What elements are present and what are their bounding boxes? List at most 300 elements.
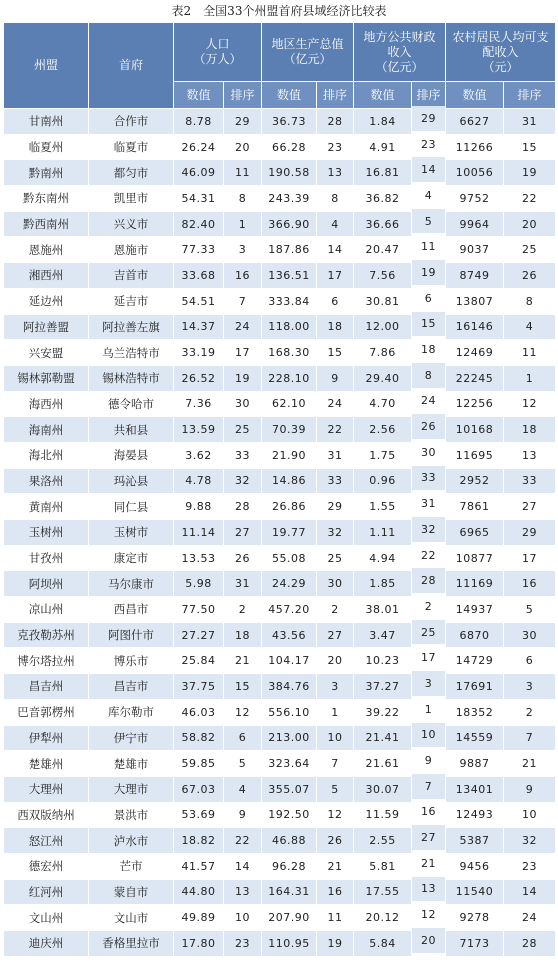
gdp-rank-cell: 23 (317, 134, 354, 160)
population-rank-cell: 31 (224, 571, 262, 597)
prefecture-cell: 博尔塔拉州 (4, 648, 89, 674)
gdp-value-cell: 118.00 (262, 314, 317, 340)
population-rank-cell: 24 (224, 314, 262, 340)
header-income-rank: 排序 (504, 82, 556, 109)
fiscal-value-cell: 5.81 (354, 853, 412, 879)
income-value-cell: 7173 (446, 931, 504, 957)
population-value-cell: 59.85 (174, 751, 224, 777)
table-row (4, 905, 556, 931)
prefecture-cell: 黔南州 (4, 160, 89, 186)
prefecture-cell: 海南州 (4, 417, 89, 443)
gdp-value-cell: 26.86 (262, 494, 317, 520)
prefecture-cell: 迪庆州 (4, 931, 89, 957)
fiscal-rank-cell: 31 (412, 491, 446, 517)
population-value-cell: 9.88 (174, 494, 224, 520)
gdp-rank-cell: 25 (317, 545, 354, 571)
header-gdp-unit: （亿元） (283, 52, 332, 66)
fiscal-rank-cell: 3 (412, 671, 446, 697)
income-rank-cell: 12 (504, 391, 556, 417)
fiscal-value-cell: 30.81 (354, 288, 412, 314)
population-rank-cell: 9 (224, 802, 262, 828)
capital-cell: 同仁县 (89, 494, 174, 520)
capital-cell: 合作市 (89, 109, 174, 135)
capital-cell: 共和县 (89, 417, 174, 443)
fiscal-value-cell: 20.12 (354, 905, 412, 931)
prefecture-cell: 果洛州 (4, 468, 89, 494)
income-value-cell: 2952 (446, 468, 504, 494)
gdp-value-cell: 136.51 (262, 263, 317, 289)
gdp-rank-cell: 33 (317, 468, 354, 494)
fiscal-rank-cell: 26 (412, 414, 446, 440)
gdp-value-cell: 21.90 (262, 442, 317, 468)
fiscal-value-cell: 36.82 (354, 186, 412, 212)
income-value-cell: 11266 (446, 134, 504, 160)
fiscal-value-cell: 1.75 (354, 442, 412, 468)
income-value-cell: 13807 (446, 288, 504, 314)
gdp-rank-cell: 26 (317, 828, 354, 854)
capital-cell: 芒市 (89, 853, 174, 879)
table-row (4, 365, 556, 391)
population-value-cell: 41.57 (174, 853, 224, 879)
gdp-value-cell: 62.10 (262, 391, 317, 417)
gdp-value-cell: 457.20 (262, 597, 317, 623)
gdp-rank-cell: 20 (317, 648, 354, 674)
population-value-cell: 53.69 (174, 802, 224, 828)
gdp-rank-cell: 14 (317, 237, 354, 263)
fiscal-rank-cell: 14 (412, 157, 446, 183)
capital-cell: 玛沁县 (89, 468, 174, 494)
population-value-cell: 14.37 (174, 314, 224, 340)
table-row (4, 545, 556, 571)
fiscal-rank-cell: 7 (412, 773, 446, 799)
population-rank-cell: 1 (224, 211, 262, 237)
capital-cell: 香格里拉市 (89, 931, 174, 957)
capital-cell: 海晏县 (89, 442, 174, 468)
fiscal-value-cell: 37.27 (354, 674, 412, 700)
prefecture-cell: 文山州 (4, 905, 89, 931)
gdp-value-cell: 110.95 (262, 931, 317, 957)
header-population-title: 人口 (205, 37, 230, 51)
income-rank-cell: 25 (504, 237, 556, 263)
income-rank-cell: 9 (504, 776, 556, 802)
table-row (4, 391, 556, 417)
prefecture-cell: 湘西州 (4, 263, 89, 289)
income-value-cell: 6627 (446, 109, 504, 135)
gdp-rank-cell: 12 (317, 802, 354, 828)
population-rank-cell: 18 (224, 622, 262, 648)
population-rank-cell: 16 (224, 263, 262, 289)
gdp-value-cell: 187.86 (262, 237, 317, 263)
fiscal-value-cell: 10.23 (354, 648, 412, 674)
fiscal-rank-cell: 8 (412, 362, 446, 388)
fiscal-rank-cell: 11 (412, 234, 446, 260)
prefecture-cell: 楚雄州 (4, 751, 89, 777)
income-value-cell: 16146 (446, 314, 504, 340)
fiscal-value-cell: 2.56 (354, 417, 412, 443)
population-value-cell: 25.84 (174, 648, 224, 674)
population-rank-cell: 6 (224, 725, 262, 751)
gdp-value-cell: 14.86 (262, 468, 317, 494)
header-income-value: 数值 (446, 82, 504, 109)
prefecture-cell: 海北州 (4, 442, 89, 468)
gdp-value-cell: 243.39 (262, 186, 317, 212)
population-value-cell: 44.80 (174, 879, 224, 905)
population-rank-cell: 8 (224, 186, 262, 212)
fiscal-value-cell: 1.11 (354, 520, 412, 546)
gdp-rank-cell: 7 (317, 751, 354, 777)
gdp-rank-cell: 30 (317, 571, 354, 597)
prefecture-cell: 克孜勒苏州 (4, 622, 89, 648)
income-value-cell: 9752 (446, 186, 504, 212)
capital-cell: 凯里市 (89, 186, 174, 212)
gdp-value-cell: 366.90 (262, 211, 317, 237)
income-rank-cell: 27 (504, 494, 556, 520)
income-value-cell: 7861 (446, 494, 504, 520)
prefecture-cell: 伊犁州 (4, 725, 89, 751)
table-row (4, 597, 556, 623)
fiscal-rank-cell: 12 (412, 902, 446, 928)
income-value-cell: 14937 (446, 597, 504, 623)
capital-cell: 玉树市 (89, 520, 174, 546)
prefecture-cell: 恩施州 (4, 237, 89, 263)
fiscal-rank-cell: 2 (412, 594, 446, 620)
income-rank-cell: 14 (504, 879, 556, 905)
prefecture-cell: 甘南州 (4, 109, 89, 135)
fiscal-rank-cell: 23 (412, 131, 446, 157)
population-rank-cell: 30 (224, 391, 262, 417)
gdp-value-cell: 104.17 (262, 648, 317, 674)
gdp-value-cell: 46.88 (262, 828, 317, 854)
fiscal-value-cell: 39.22 (354, 699, 412, 725)
population-value-cell: 5.98 (174, 571, 224, 597)
population-rank-cell: 11 (224, 160, 262, 186)
gdp-rank-cell: 6 (317, 288, 354, 314)
table-row (4, 802, 556, 828)
income-value-cell: 13401 (446, 776, 504, 802)
income-rank-cell: 2 (504, 699, 556, 725)
fiscal-rank-cell: 1 (412, 696, 446, 722)
gdp-rank-cell: 18 (317, 314, 354, 340)
header-population (174, 23, 262, 82)
population-value-cell: 58.82 (174, 725, 224, 751)
fiscal-rank-cell: 6 (412, 285, 446, 311)
income-value-cell: 9456 (446, 853, 504, 879)
table-row (4, 211, 556, 237)
prefecture-cell: 延边州 (4, 288, 89, 314)
table-row (4, 237, 556, 263)
fiscal-rank-cell: 33 (412, 465, 446, 491)
population-rank-cell: 21 (224, 648, 262, 674)
table-row (4, 699, 556, 725)
prefecture-cell: 黄南州 (4, 494, 89, 520)
fiscal-rank-cell: 27 (412, 825, 446, 851)
capital-cell: 蒙自市 (89, 879, 174, 905)
header-fiscal-revenue-unit: （亿元） (375, 59, 424, 74)
fiscal-rank-cell: 32 (412, 517, 446, 543)
capital-cell: 锡林浩特市 (89, 365, 174, 391)
income-rank-cell: 3 (504, 674, 556, 700)
prefecture-cell: 阿坝州 (4, 571, 89, 597)
prefecture-cell: 大理州 (4, 776, 89, 802)
capital-cell: 泸水市 (89, 828, 174, 854)
prefecture-cell: 西双版纳州 (4, 802, 89, 828)
gdp-rank-cell: 31 (317, 442, 354, 468)
fiscal-rank-cell: 30 (412, 439, 446, 465)
fiscal-value-cell: 1.84 (354, 109, 412, 135)
capital-cell: 临夏市 (89, 134, 174, 160)
income-value-cell: 8749 (446, 263, 504, 289)
fiscal-value-cell: 21.61 (354, 751, 412, 777)
gdp-value-cell: 190.58 (262, 160, 317, 186)
gdp-value-cell: 70.39 (262, 417, 317, 443)
income-value-cell: 22245 (446, 365, 504, 391)
population-value-cell: 33.68 (174, 263, 224, 289)
fiscal-rank-cell: 29 (412, 106, 446, 132)
fiscal-rank-cell: 25 (412, 619, 446, 645)
fiscal-value-cell: 3.47 (354, 622, 412, 648)
table-row (4, 879, 556, 905)
capital-cell: 库尔勒市 (89, 699, 174, 725)
gdp-rank-cell: 4 (317, 211, 354, 237)
fiscal-rank-cell: 15 (412, 311, 446, 337)
fiscal-value-cell: 2.55 (354, 828, 412, 854)
population-value-cell: 18.82 (174, 828, 224, 854)
gdp-rank-cell: 29 (317, 494, 354, 520)
fiscal-value-cell: 20.47 (354, 237, 412, 263)
income-value-cell: 10168 (446, 417, 504, 443)
population-value-cell: 33.19 (174, 340, 224, 366)
population-rank-cell: 17 (224, 340, 262, 366)
prefecture-cell: 黔西南州 (4, 211, 89, 237)
fiscal-value-cell: 30.07 (354, 776, 412, 802)
fiscal-rank-cell: 24 (412, 388, 446, 414)
population-value-cell: 49.89 (174, 905, 224, 931)
prefecture-cell: 凉山州 (4, 597, 89, 623)
prefecture-cell: 海西州 (4, 391, 89, 417)
capital-cell: 都匀市 (89, 160, 174, 186)
population-value-cell: 77.50 (174, 597, 224, 623)
population-rank-cell: 29 (224, 109, 262, 135)
population-rank-cell: 26 (224, 545, 262, 571)
gdp-rank-cell: 2 (317, 597, 354, 623)
table-row (4, 776, 556, 802)
table-row (4, 751, 556, 777)
income-value-cell: 9964 (446, 211, 504, 237)
income-value-cell: 10056 (446, 160, 504, 186)
income-value-cell: 12493 (446, 802, 504, 828)
fiscal-rank-cell: 17 (412, 645, 446, 671)
prefecture-cell: 怒江州 (4, 828, 89, 854)
capital-cell: 博乐市 (89, 648, 174, 674)
income-value-cell: 5387 (446, 828, 504, 854)
header-capital: 首府 (89, 23, 174, 109)
table-row (4, 263, 556, 289)
income-value-cell: 6965 (446, 520, 504, 546)
income-rank-cell: 6 (504, 648, 556, 674)
table-row (4, 288, 556, 314)
fiscal-rank-cell: 18 (412, 337, 446, 363)
gdp-value-cell: 168.30 (262, 340, 317, 366)
gdp-rank-cell: 21 (317, 853, 354, 879)
prefecture-cell: 锡林郭勒盟 (4, 365, 89, 391)
table-row (4, 134, 556, 160)
capital-cell: 文山市 (89, 905, 174, 931)
fiscal-rank-cell: 16 (412, 799, 446, 825)
income-value-cell: 9278 (446, 905, 504, 931)
prefecture-cell: 临夏州 (4, 134, 89, 160)
population-rank-cell: 22 (224, 828, 262, 854)
fiscal-rank-cell: 22 (412, 542, 446, 568)
prefecture-cell: 甘孜州 (4, 545, 89, 571)
gdp-value-cell: 24.29 (262, 571, 317, 597)
income-value-cell: 10877 (446, 545, 504, 571)
fiscal-value-cell: 4.70 (354, 391, 412, 417)
gdp-rank-cell: 3 (317, 674, 354, 700)
income-rank-cell: 1 (504, 365, 556, 391)
capital-cell: 马尔康市 (89, 571, 174, 597)
gdp-rank-cell: 13 (317, 160, 354, 186)
income-rank-cell: 17 (504, 545, 556, 571)
fiscal-value-cell: 7.56 (354, 263, 412, 289)
population-rank-cell: 10 (224, 905, 262, 931)
gdp-value-cell: 384.76 (262, 674, 317, 700)
population-rank-cell: 33 (224, 442, 262, 468)
table-row (4, 468, 556, 494)
population-value-cell: 82.40 (174, 211, 224, 237)
header-gdp-value: 数值 (262, 82, 317, 109)
gdp-rank-cell: 32 (317, 520, 354, 546)
fiscal-rank-cell: 4 (412, 183, 446, 209)
population-value-cell: 7.36 (174, 391, 224, 417)
gdp-value-cell: 164.31 (262, 879, 317, 905)
gdp-rank-cell: 19 (317, 931, 354, 957)
gdp-value-cell: 66.28 (262, 134, 317, 160)
gdp-value-cell: 355.07 (262, 776, 317, 802)
header-population-unit: （万人） (193, 52, 242, 66)
table-row (4, 520, 556, 546)
table-row (4, 853, 556, 879)
income-rank-cell: 23 (504, 853, 556, 879)
table-row (4, 442, 556, 468)
fiscal-value-cell: 4.91 (354, 134, 412, 160)
income-value-cell: 12469 (446, 340, 504, 366)
income-value-cell: 6870 (446, 622, 504, 648)
gdp-value-cell: 36.73 (262, 109, 317, 135)
population-value-cell: 26.52 (174, 365, 224, 391)
capital-cell: 大理市 (89, 776, 174, 802)
gdp-rank-cell: 24 (317, 391, 354, 417)
income-value-cell: 9887 (446, 751, 504, 777)
fiscal-rank-cell: 28 (412, 568, 446, 594)
prefecture-cell: 阿拉善盟 (4, 314, 89, 340)
population-rank-cell: 28 (224, 494, 262, 520)
gdp-value-cell: 323.64 (262, 751, 317, 777)
gdp-value-cell: 207.90 (262, 905, 317, 931)
economy-comparison-table (3, 22, 556, 957)
population-rank-cell: 14 (224, 853, 262, 879)
income-value-cell: 14729 (446, 648, 504, 674)
gdp-rank-cell: 27 (317, 622, 354, 648)
population-value-cell: 67.03 (174, 776, 224, 802)
table-row (4, 622, 556, 648)
fiscal-value-cell: 11.59 (354, 802, 412, 828)
income-rank-cell: 19 (504, 160, 556, 186)
income-rank-cell: 8 (504, 288, 556, 314)
header-gdp (262, 23, 354, 82)
prefecture-cell: 兴安盟 (4, 340, 89, 366)
capital-cell: 阿图什市 (89, 622, 174, 648)
fiscal-value-cell: 5.84 (354, 931, 412, 957)
table-row (4, 725, 556, 751)
table-row (4, 674, 556, 700)
gdp-rank-cell: 22 (317, 417, 354, 443)
population-value-cell: 4.78 (174, 468, 224, 494)
table-row (4, 160, 556, 186)
header-prefecture: 州盟 (4, 23, 89, 109)
income-rank-cell: 29 (504, 520, 556, 546)
income-rank-cell: 18 (504, 417, 556, 443)
fiscal-rank-cell: 20 (412, 928, 446, 954)
population-rank-cell: 32 (224, 468, 262, 494)
population-value-cell: 54.51 (174, 288, 224, 314)
gdp-rank-cell: 28 (317, 109, 354, 135)
population-rank-cell: 4 (224, 776, 262, 802)
gdp-value-cell: 556.10 (262, 699, 317, 725)
population-rank-cell: 13 (224, 879, 262, 905)
population-rank-cell: 5 (224, 751, 262, 777)
fiscal-rank-cell: 10 (412, 722, 446, 748)
income-rank-cell: 20 (504, 211, 556, 237)
income-rank-cell: 15 (504, 134, 556, 160)
population-rank-cell: 20 (224, 134, 262, 160)
capital-cell: 伊宁市 (89, 725, 174, 751)
prefecture-cell: 黔东南州 (4, 186, 89, 212)
income-rank-cell: 22 (504, 186, 556, 212)
table-row (4, 340, 556, 366)
prefecture-cell: 红河州 (4, 879, 89, 905)
income-rank-cell: 16 (504, 571, 556, 597)
income-value-cell: 18352 (446, 699, 504, 725)
gdp-value-cell: 213.00 (262, 725, 317, 751)
capital-cell: 德令哈市 (89, 391, 174, 417)
income-rank-cell: 7 (504, 725, 556, 751)
capital-cell: 吉首市 (89, 263, 174, 289)
income-value-cell: 11695 (446, 442, 504, 468)
header-fiscal-value: 数值 (354, 82, 412, 109)
gdp-rank-cell: 9 (317, 365, 354, 391)
capital-cell: 楚雄市 (89, 751, 174, 777)
fiscal-value-cell: 17.55 (354, 879, 412, 905)
income-rank-cell: 13 (504, 442, 556, 468)
header-rural-income-title: 农村居民人均可支配收入 (452, 29, 549, 59)
population-value-cell: 26.24 (174, 134, 224, 160)
population-rank-cell: 27 (224, 520, 262, 546)
income-rank-cell: 5 (504, 597, 556, 623)
capital-cell: 西昌市 (89, 597, 174, 623)
income-rank-cell: 30 (504, 622, 556, 648)
income-rank-cell: 11 (504, 340, 556, 366)
population-value-cell: 46.09 (174, 160, 224, 186)
population-rank-cell: 25 (224, 417, 262, 443)
gdp-rank-cell: 17 (317, 263, 354, 289)
table-row (4, 648, 556, 674)
fiscal-value-cell: 1.55 (354, 494, 412, 520)
income-rank-cell: 10 (504, 802, 556, 828)
population-rank-cell: 15 (224, 674, 262, 700)
income-value-cell: 11540 (446, 879, 504, 905)
population-value-cell: 77.33 (174, 237, 224, 263)
table-row (4, 314, 556, 340)
